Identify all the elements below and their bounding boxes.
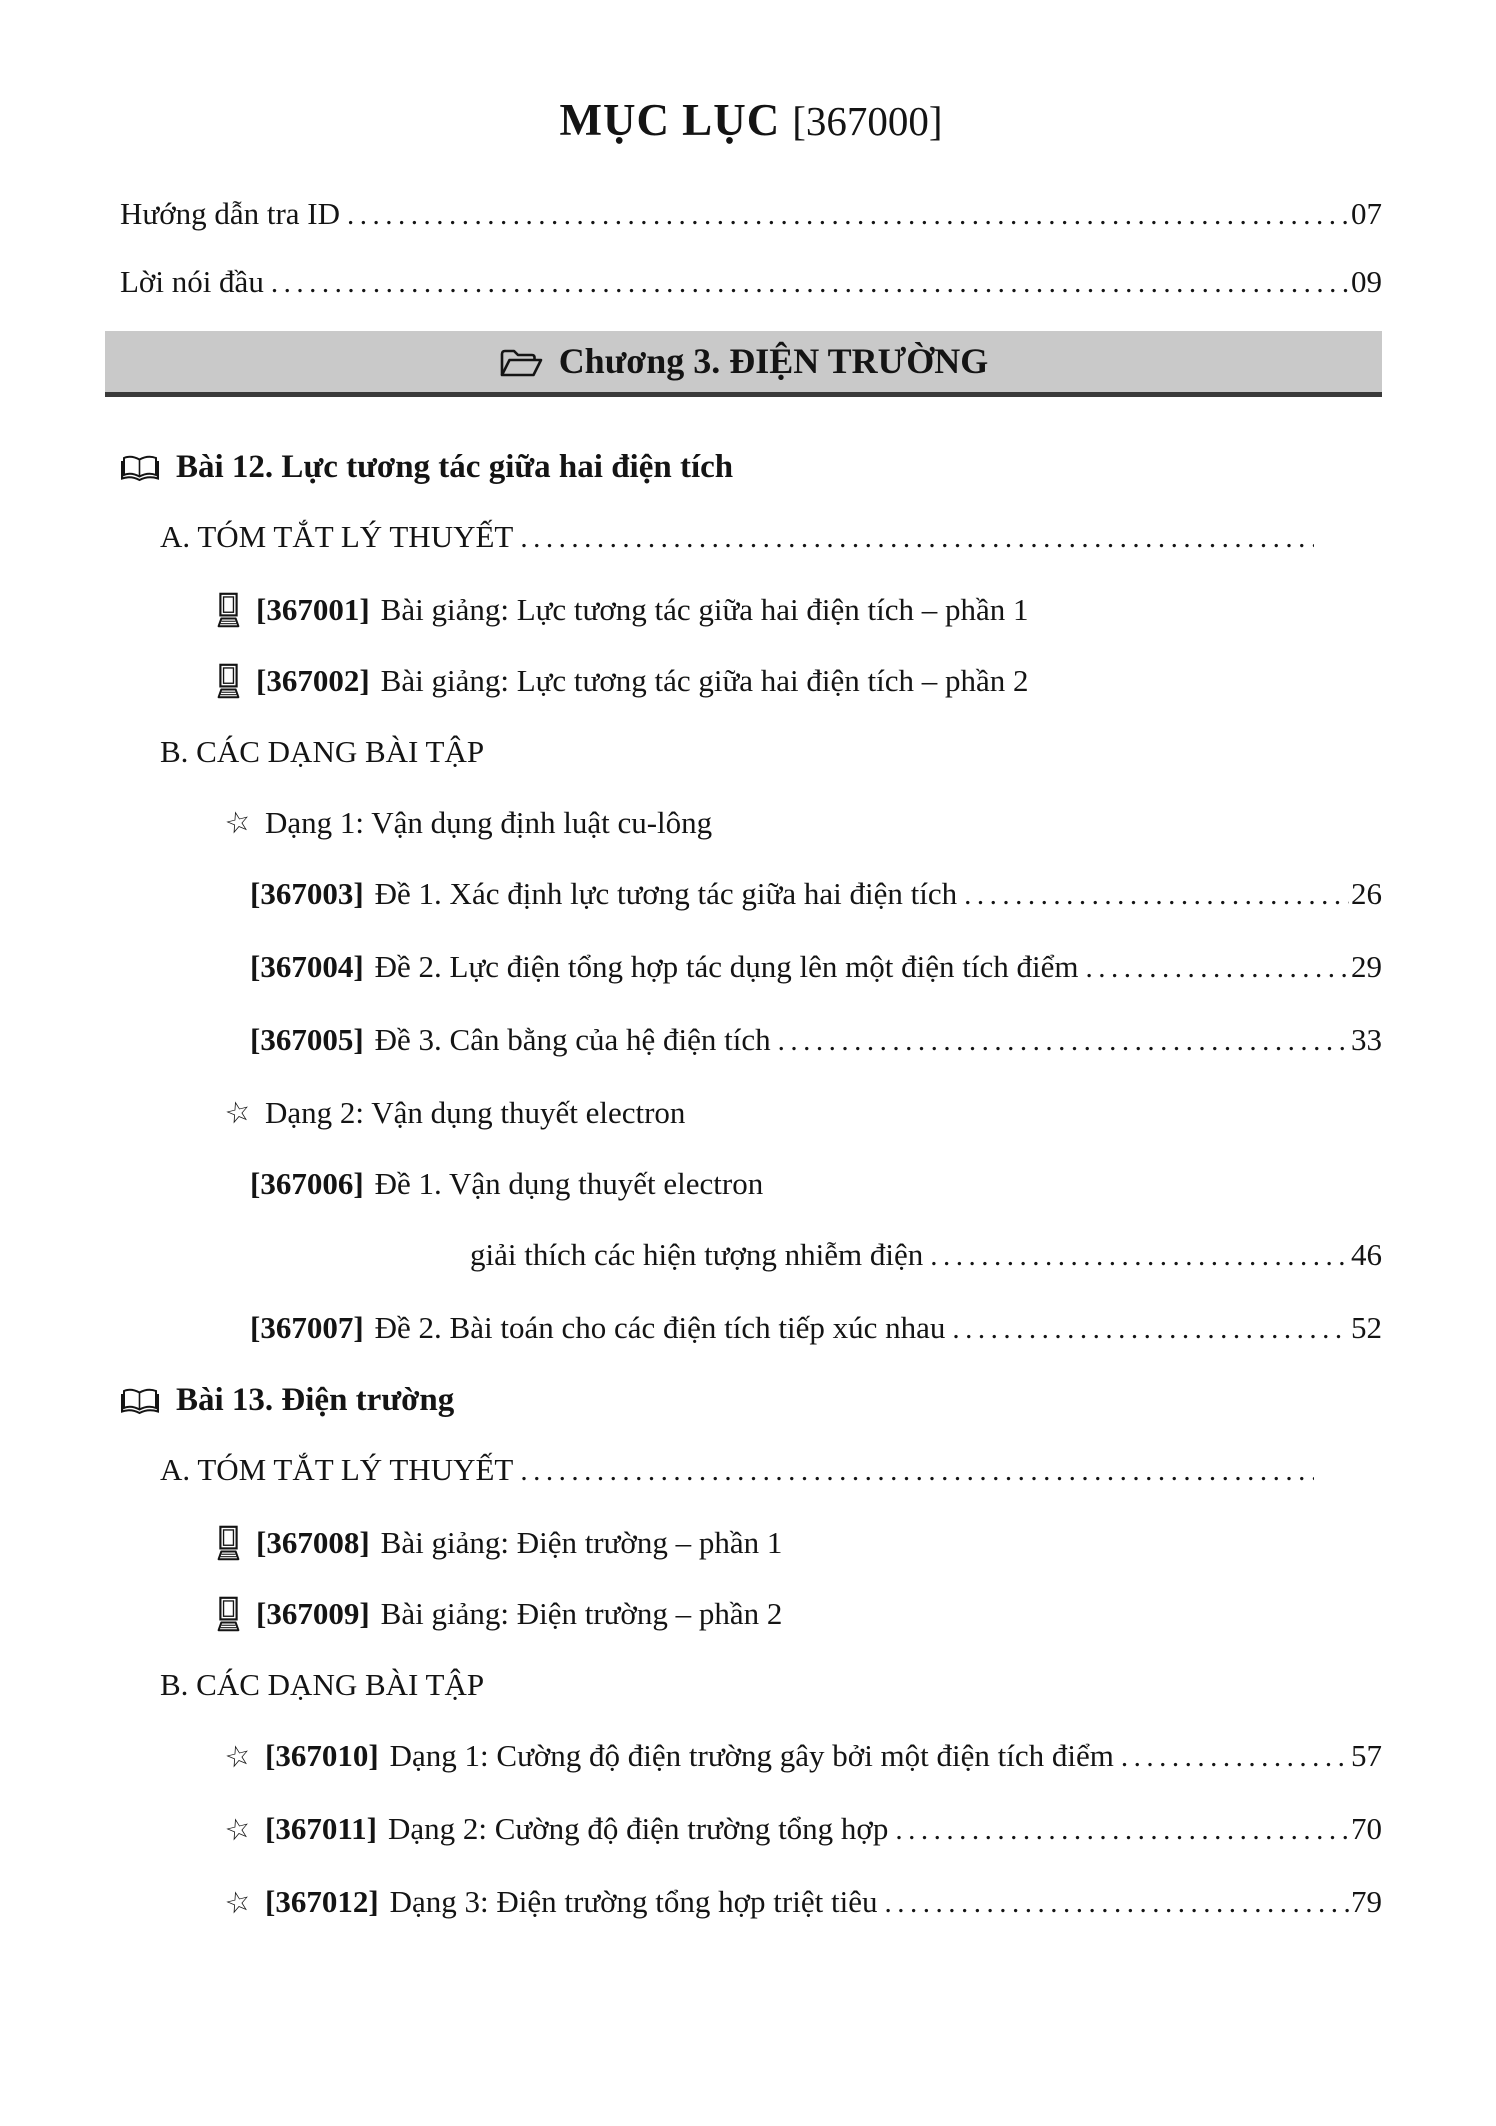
entry-title: Dạng 1: Cường độ điện trường gây bởi một điện tích điểm [389,1737,1114,1773]
lecture-entry [120,1595,1382,1632]
toc-entry-continuation [120,1236,1382,1275]
lecture-entry [120,662,1382,699]
entry-id: [367009] [256,1595,370,1631]
entry-title: Đề 1. Vận dụng thuyết electron [374,1165,764,1201]
entry-title: Bài giảng: Điện trường – phần 2 [380,1595,783,1631]
dot-leader [884,1883,1349,1922]
entry-title: Đề 1. Xác định lực tương tác giữa hai điện tích [374,875,958,911]
lesson-title: Bài 12. Lực tương tác giữa hai điện tích [176,448,734,485]
computer-icon [215,663,242,699]
entry-page: 26 [1351,875,1382,911]
toc-entry [120,1165,1382,1202]
entry-page: 29 [1351,948,1382,984]
chapter-banner [105,331,1382,397]
entry-id: [367010] [265,1737,379,1773]
dot-leader [964,875,1349,914]
dot-leader [1086,948,1350,987]
computer-icon [215,1596,242,1632]
entry-page: 09 [1351,263,1382,299]
front-matter [120,195,1382,302]
lecture-entry [120,591,1382,628]
entry-title: Đề 2. Lực điện tổng hợp tác dụng lên một điện tích điểm [374,948,1079,984]
entry-id: [367003] [250,875,364,911]
lecture-entry [120,1524,1382,1561]
entry-title: Bài giảng: Lực tương tác giữa hai điện tích – phần 2 [380,662,1029,698]
entry-page: 79 [1351,1883,1382,1919]
star-icon: ☆ [221,1882,255,1922]
section-label: A. TÓM TẮT LÝ THUYẾT [160,1451,514,1487]
page-title-text: MỤC LỤC [559,95,781,145]
dot-leader [347,195,1349,234]
section-label: A. TÓM TẮT LÝ THUYẾT [160,518,514,554]
entry-id: [367001] [256,591,370,627]
chapter-banner-label: Chương 3. ĐIỆN TRƯỜNG [558,341,989,382]
variant-entry [120,1883,1382,1922]
section-header [120,518,1382,557]
toc-entry [120,263,1382,302]
entry-title: Dạng 2: Cường độ điện trường tổng hợp [387,1810,889,1846]
open-folder-icon [499,347,543,379]
star-icon: ☆ [221,802,255,842]
dot-leader [1121,1737,1349,1776]
page-title [120,95,1382,147]
entry-id: [367008] [256,1524,370,1560]
toc-entry [120,1309,1382,1348]
variant-entry [120,1737,1382,1776]
section-label: B. CÁC DẠNG BÀI TẬP [160,733,485,769]
page-title-id: [367000] [792,98,943,144]
star-icon: ☆ [221,1092,255,1132]
entry-id: [367006] [250,1165,364,1201]
entry-title: Bài giảng: Lực tương tác giữa hai điện tích – phần 1 [380,591,1029,627]
dot-leader [895,1810,1349,1849]
computer-icon [215,592,242,628]
toc-entry [120,195,1382,234]
entry-id: [367012] [265,1883,379,1919]
entry-label: Hướng dẫn tra ID [120,195,340,231]
dot-leader [520,518,1314,557]
entry-page: 57 [1351,1737,1382,1773]
entry-id: [367002] [256,662,370,698]
entry-title: Dạng 3: Điện trường tổng hợp triệt tiêu [389,1883,878,1919]
entry-page: 07 [1351,195,1382,231]
entry-page: 70 [1351,1810,1382,1846]
entry-id: [367004] [250,948,364,984]
entry-title: Bài giảng: Điện trường – phần 1 [380,1524,783,1560]
open-book-icon [120,454,160,484]
entry-page: 33 [1351,1021,1382,1057]
entry-title: Đề 3. Cân bằng của hệ điện tích [374,1021,771,1057]
star-icon: ☆ [221,1809,255,1849]
lesson-header [120,449,1382,486]
section-header [120,1451,1382,1490]
variant-header [120,804,1382,841]
open-book-icon [120,1387,160,1417]
entry-title: Đề 2. Bài toán cho các điện tích tiếp xúc nhau [374,1309,946,1345]
section-header [120,733,1382,770]
computer-icon [215,1525,242,1561]
section-header [120,1666,1382,1703]
variant-label: Dạng 2: Vận dụng thuyết electron [265,1094,686,1130]
entry-label: Lời nói đầu [120,263,264,299]
toc-entry [120,1021,1382,1060]
entry-page: 46 [1351,1236,1382,1272]
entry-id: [367005] [250,1021,364,1057]
toc-entry [120,875,1382,914]
entry-id: [367007] [250,1309,364,1345]
lesson-header [120,1382,1382,1419]
dot-leader [952,1309,1349,1348]
entry-title: giải thích các hiện tượng nhiễm điện [470,1236,924,1272]
star-icon: ☆ [221,1736,255,1776]
lesson-title: Bài 13. Điện trường [176,1381,455,1418]
dot-leader [520,1451,1314,1490]
variant-entry [120,1810,1382,1849]
variant-label: Dạng 1: Vận dụng định luật cu-lông [265,804,713,840]
section-label: B. CÁC DẠNG BÀI TẬP [160,1666,485,1702]
toc-entry [120,948,1382,987]
entry-page: 52 [1351,1309,1382,1345]
entry-id: [367011] [265,1810,377,1846]
variant-header [120,1094,1382,1131]
dot-leader [271,263,1349,302]
dot-leader [778,1021,1349,1060]
dot-leader [930,1236,1349,1275]
